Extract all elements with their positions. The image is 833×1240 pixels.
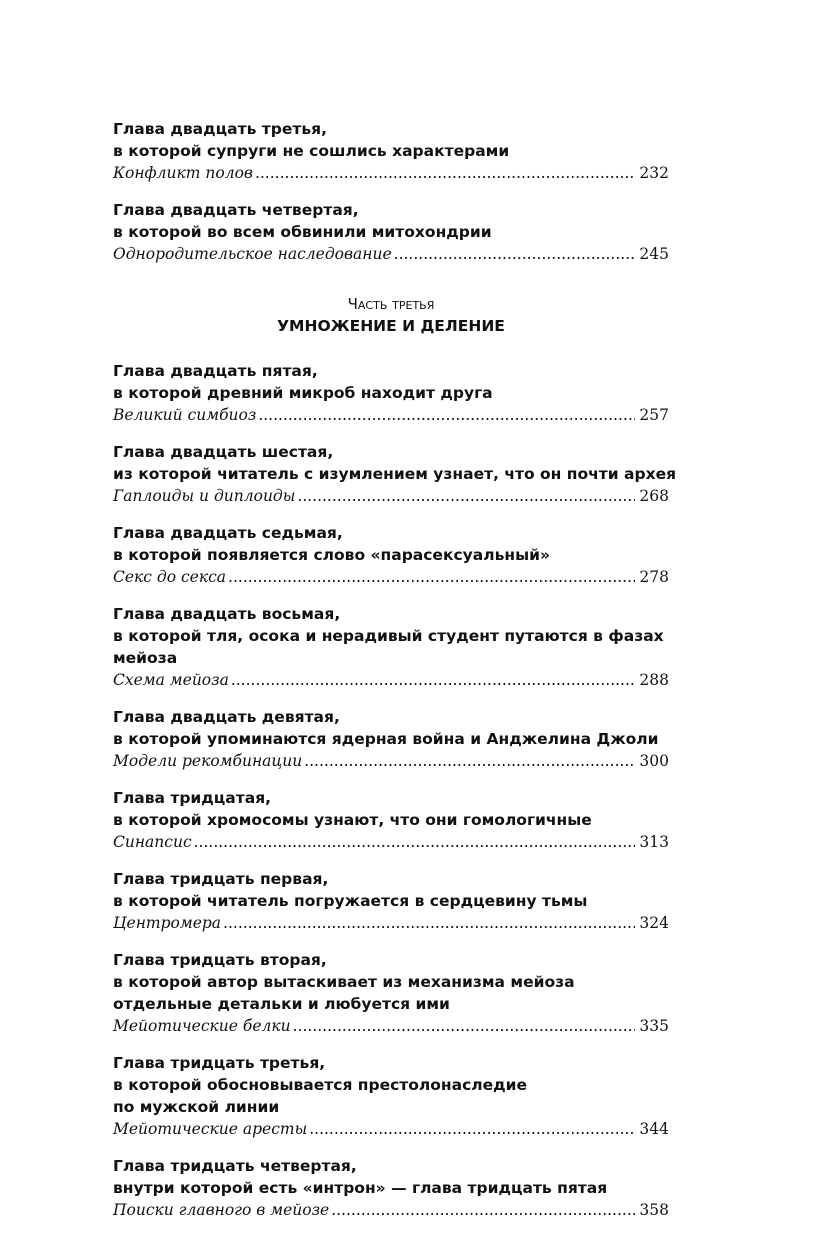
chapter-subtitle: в которой появляется слово «парасексуальный»: [113, 546, 550, 564]
toc-line[interactable]: [113, 243, 669, 266]
chapter-title: Синапсис: [113, 833, 192, 851]
dot-leader: [231, 669, 636, 692]
toc-entry: [113, 787, 669, 854]
toc-line[interactable]: [113, 1015, 669, 1038]
chapter-subtitle: внутри которой есть «интрон» — глава тридцать пятая: [113, 1179, 608, 1197]
toc-line[interactable]: [113, 404, 669, 427]
toc-entry: [113, 706, 669, 773]
dot-leader: [228, 566, 635, 589]
chapter-subtitle: по мужской линии: [113, 1098, 280, 1116]
toc-entry: [113, 603, 669, 692]
chapter-title: Секс до секса: [113, 568, 227, 586]
chapter-subtitle: мейоза: [113, 649, 178, 667]
toc-line[interactable]: [113, 1118, 669, 1141]
toc-line[interactable]: [113, 750, 669, 773]
toc-line[interactable]: [113, 566, 669, 589]
dot-leader: [223, 912, 635, 935]
chapter-number: Глава двадцать восьмая,: [113, 605, 341, 623]
dot-leader: [194, 831, 636, 854]
chapter-subtitle: в которой хромосомы узнают, что они гомологичные: [113, 811, 592, 829]
toc-entry: [113, 1155, 669, 1222]
toc-entry: [113, 118, 669, 185]
page-number: 335: [639, 1017, 669, 1035]
chapter-title: Мейотические белки: [113, 1017, 291, 1035]
chapter-title: Модели рекомбинации: [113, 752, 303, 770]
toc-line[interactable]: [113, 1199, 669, 1222]
page-number: 344: [639, 1120, 669, 1138]
toc-entry: [113, 199, 669, 266]
sections-before-part: [113, 118, 669, 266]
part-title: УМНОЖЕНИЕ И ДЕЛЕНИЕ: [277, 317, 505, 335]
part-label: Часть третья: [347, 295, 435, 313]
chapter-number: Глава двадцать третья,: [113, 120, 328, 138]
dot-leader: [293, 1015, 636, 1038]
toc-line[interactable]: [113, 831, 669, 854]
toc-entry: [113, 522, 669, 589]
page-number: 324: [639, 914, 669, 932]
chapter-title: Гаплоиды и диплоиды: [113, 487, 296, 505]
chapter-subtitle: в которой во всем обвинили митохондрии: [113, 223, 492, 241]
chapter-number: Глава двадцать четвертая,: [113, 201, 359, 219]
chapter-title: Схема мейоза: [113, 671, 229, 689]
dot-leader: [304, 750, 635, 773]
chapter-title: Мейотические аресты: [113, 1120, 308, 1138]
page-number: 358: [639, 1201, 669, 1219]
toc-line[interactable]: [113, 162, 669, 185]
chapter-number: Глава тридцать четвертая,: [113, 1157, 357, 1175]
chapter-title: Конфликт полов: [113, 164, 253, 182]
chapter-number: Глава двадцать седьмая,: [113, 524, 343, 542]
toc-entry: [113, 949, 669, 1038]
dot-leader: [258, 404, 635, 427]
part-header: [113, 294, 669, 338]
page-number: 313: [639, 833, 669, 851]
page-number: 232: [639, 164, 669, 182]
chapter-subtitle: в которой автор вытаскивает из механизма мейоза: [113, 973, 575, 991]
chapter-title: Центромера: [113, 914, 222, 932]
toc-entry: [113, 360, 669, 427]
dot-leader: [331, 1199, 635, 1222]
page-number: 300: [639, 752, 669, 770]
dot-leader: [297, 485, 635, 508]
chapter-title: Великий симбиоз: [113, 406, 257, 424]
toc-line[interactable]: [113, 912, 669, 935]
chapter-number: Глава тридцатая,: [113, 789, 272, 807]
chapter-number: Глава двадцать шестая,: [113, 443, 334, 461]
chapter-subtitle: в которой тля, осока и нерадивый студент путаются в фазах: [113, 627, 664, 645]
chapter-number: Глава двадцать пятая,: [113, 362, 318, 380]
toc-entry: [113, 1052, 669, 1141]
chapter-subtitle: в которой читатель погружается в сердцевину тьмы: [113, 892, 588, 910]
page-number: 257: [639, 406, 669, 424]
chapter-title: Поиски главного в мейозе: [113, 1201, 330, 1219]
toc-line[interactable]: [113, 485, 669, 508]
toc-entry: [113, 868, 669, 935]
chapter-subtitle: в которой упоминаются ядерная война и Анджелина Джоли: [113, 730, 659, 748]
toc-line[interactable]: [113, 669, 669, 692]
dot-leader: [394, 243, 636, 266]
chapter-subtitle: из которой читатель с изумлением узнает, что он почти архея: [113, 465, 677, 483]
dot-leader: [309, 1118, 635, 1141]
chapter-number: Глава тридцать первая,: [113, 870, 329, 888]
chapter-subtitle: в которой супруги не сошлись характерами: [113, 142, 510, 160]
toc-entry: [113, 441, 677, 508]
chapter-subtitle: в которой обосновывается престолонаследие: [113, 1076, 528, 1094]
page-number: 268: [639, 487, 669, 505]
dot-leader: [255, 162, 635, 185]
chapter-number: Глава двадцать девятая,: [113, 708, 340, 726]
chapter-title: Однородительское наследование: [113, 245, 392, 263]
page-number: 278: [639, 568, 669, 586]
page-number: 245: [639, 245, 669, 263]
part-sections: [113, 360, 677, 1222]
chapter-number: Глава тридцать вторая,: [113, 951, 327, 969]
table-of-contents: [113, 118, 677, 1236]
chapter-subtitle: отдельные детальки и любуется ими: [113, 995, 450, 1013]
page-number: 288: [639, 671, 669, 689]
chapter-number: Глава тридцать третья,: [113, 1054, 326, 1072]
chapter-subtitle: в которой древний микроб находит друга: [113, 384, 493, 402]
